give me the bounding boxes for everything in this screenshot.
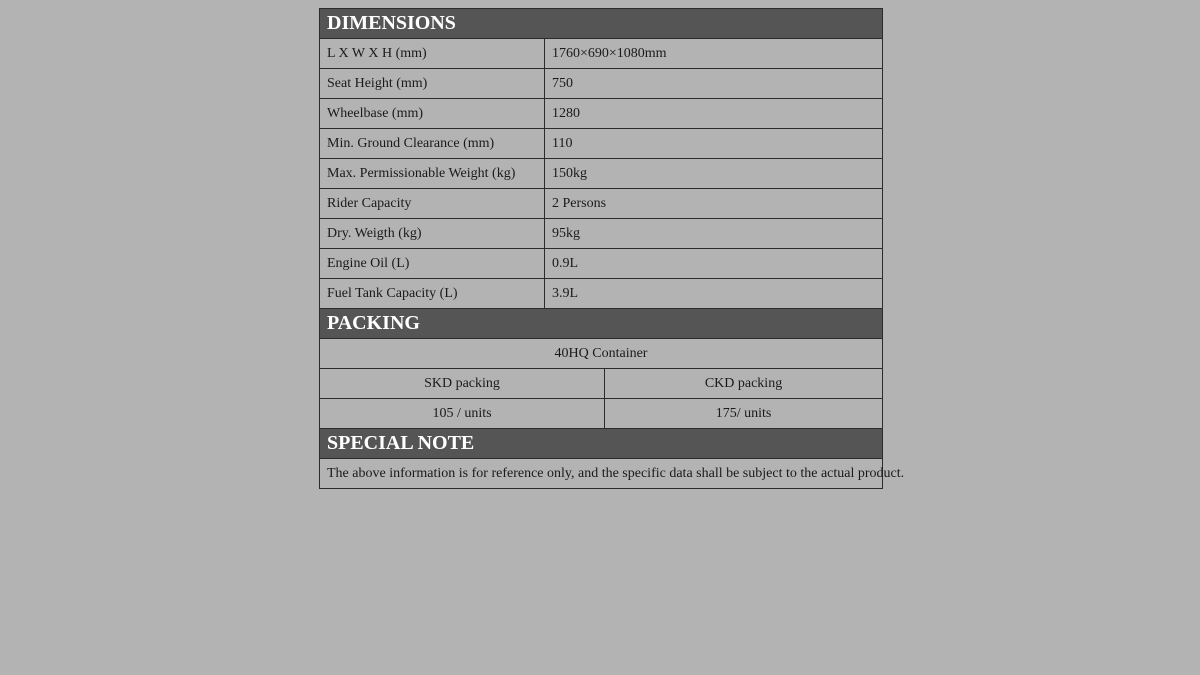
spec-label: Engine Oil (L): [320, 249, 545, 279]
special-note-title: SPECIAL NOTE: [320, 429, 883, 459]
spec-label: L X W X H (mm): [320, 39, 545, 69]
spec-value: 1280: [545, 99, 883, 129]
spec-row: [320, 219, 883, 249]
skd-packing-label: SKD packing: [320, 369, 605, 399]
dimensions-title: DIMENSIONS: [320, 9, 883, 39]
spec-row: [320, 249, 883, 279]
packing-header-row: [320, 309, 883, 339]
skd-packing-units: 105 / units: [320, 399, 605, 429]
spec-value: 2 Persons: [545, 189, 883, 219]
spec-table: [319, 8, 905, 489]
spec-value: 0.9L: [545, 249, 883, 279]
spec-row: [320, 279, 883, 309]
spec-row: [320, 39, 883, 69]
spec-label: Fuel Tank Capacity (L): [320, 279, 545, 309]
spec-value: 150kg: [545, 159, 883, 189]
spec-row: [320, 159, 883, 189]
spec-label: Seat Height (mm): [320, 69, 545, 99]
spec-sheet: [319, 8, 905, 489]
packing-units-row: [320, 399, 883, 429]
packing-title: PACKING: [320, 309, 883, 339]
spec-value: 3.9L: [545, 279, 883, 309]
spec-row: [320, 69, 883, 99]
spec-label: Wheelbase (mm): [320, 99, 545, 129]
spec-value: 110: [545, 129, 883, 159]
spec-row: [320, 99, 883, 129]
special-note-row: [320, 459, 883, 489]
spec-label: Max. Permissionable Weight (kg): [320, 159, 545, 189]
spec-value: 95kg: [545, 219, 883, 249]
ckd-packing-label: CKD packing: [605, 369, 883, 399]
spec-label: Rider Capacity: [320, 189, 545, 219]
spec-row: [320, 189, 883, 219]
spec-value: 1760×690×1080mm: [545, 39, 883, 69]
spec-value: 750: [545, 69, 883, 99]
packing-type-row: [320, 369, 883, 399]
dimensions-header-row: [320, 9, 883, 39]
packing-container-row: [320, 339, 883, 369]
spec-row: [320, 129, 883, 159]
special-note-text: The above information is for reference only, and the specific data shall be subject to the actual product.: [320, 459, 883, 489]
container-type: 40HQ Container: [320, 339, 883, 369]
spec-label: Dry. Weigth (kg): [320, 219, 545, 249]
special-note-header-row: [320, 429, 883, 459]
spec-label: Min. Ground Clearance (mm): [320, 129, 545, 159]
ckd-packing-units: 175/ units: [605, 399, 883, 429]
